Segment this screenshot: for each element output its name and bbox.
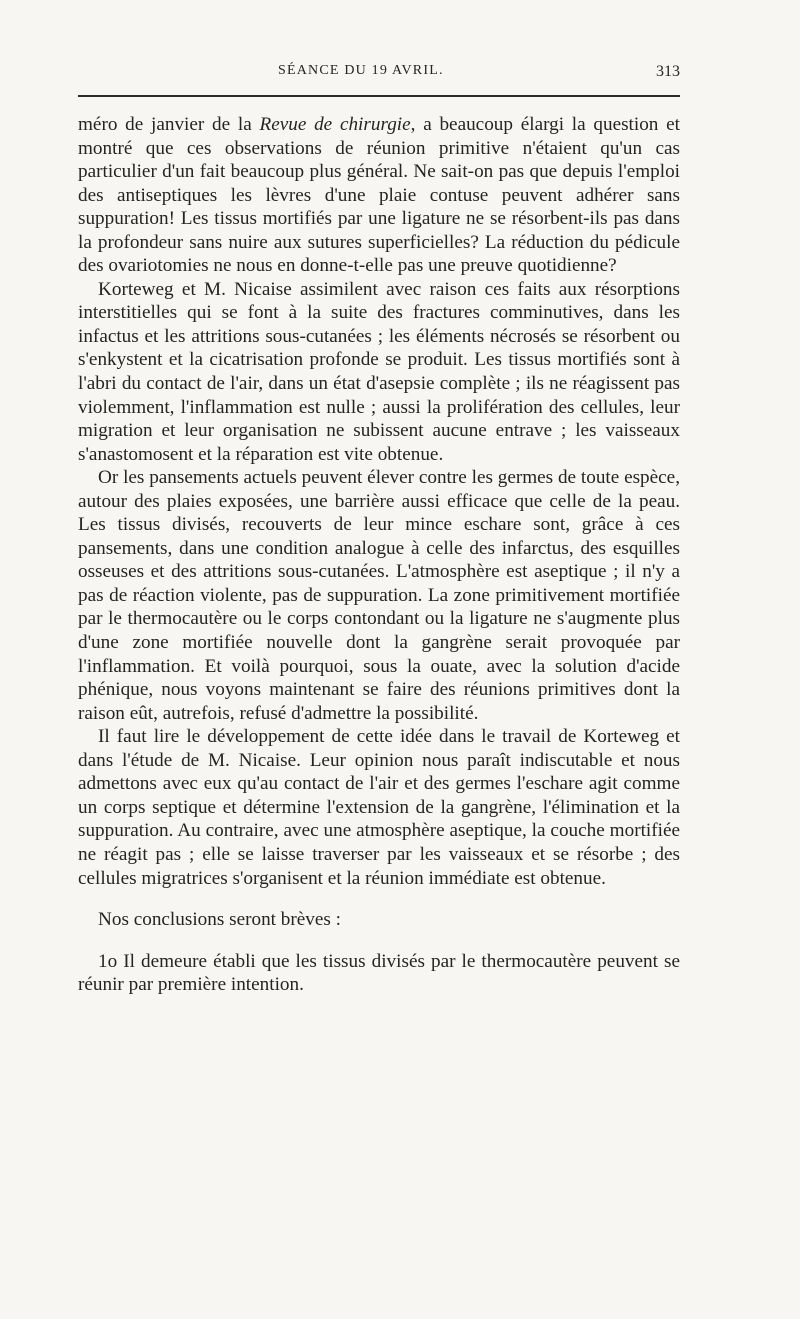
paragraph-5: Nos conclusions seront brèves : (98, 909, 342, 931)
journal-title: Revue de chirurgie (259, 114, 411, 135)
running-title: SÉANCE DU 19 AVRIL. (278, 63, 444, 78)
paragraph-1 (78, 113, 680, 278)
paragraph-1-rest: , a beaucoup élargi la question et montré que ces observations de réunion primitive n'étaient qu'un cas particulier d'un fait beaucoup plus général. Ne sait-on pas que depuis l'emploi des antiseptiques les lèvres d'une plaie contuse peuvent adhérer sans suppuration! Les tissus mortifiés par une ligature ne se résorbent-ils pas dans la profondeur sans nuire aux sutures superficielles? La réduction du pédicule des ovariotomies ne nous en donne-t-elle pas une preuve quotidienne? (78, 114, 680, 277)
body-text (78, 113, 680, 997)
paragraph-2: Korteweg et M. Nicaise assimilent avec raison ces faits aux résorptions interstitielles qui se font à la suite des fractures comminutives, dans les infactus et les attritions sous-cutanées ; les éléments nécrosés se résorbent ou s'enkystent et la cicatrisation profonde se produit. Les tissus mortifiés sont à l'abri du contact de l'air, dans un état d'asepsie complète ; ils ne réagissent pas violemment, l'inflammation est nulle ; aussi la prolifération des cellules, leur migration et leur organisation ne subissent aucune entrave ; les vaisseaux s'anastomosent et la réparation est vite obtenue. (78, 278, 680, 465)
header-rule (78, 95, 680, 97)
page-header (78, 63, 680, 85)
paragraph-1-start: méro de janvier de la (78, 114, 260, 135)
paragraph-6: 1o Il demeure établi que les tissus divisés par le thermocautère peuvent se réunir par première intention. (78, 950, 680, 996)
page-number: 313 (656, 63, 680, 80)
paragraph-4: Il faut lire le développement de cette idée dans le travail de Korteweg et dans l'étude de M. Nicaise. Leur opinion nous paraît indiscutable et nous admettons avec eux qu'au contact de l'air et des germes l'eschare agit comme un corps septique et détermine l'extension de la gangrène, l'élimination et la suppuration. Au contraire, avec une atmosphère aseptique, la couche mortifiée ne réagit pas ; elle se laisse traverser par les vaisseaux et se résorbe ; des cellules migratrices s'organisent et la réunion immédiate est obtenue. (78, 726, 680, 889)
paragraph-3: Or les pansements actuels peuvent élever contre les germes de toute espèce, autour des plaies exposées, une barrière aussi efficace que celle de la peau. Les tissus divisés, recouverts de leur mince eschare sont, grâce à ces pansements, dans une condition analogue à celle des infarctus, des esquilles osseuses et des attritions sous-cutanées. L'atmosphère est aseptique ; il n'y a pas de réaction violente, pas de suppuration. La zone primitivement mortifiée par le thermocautère ou le corps contondant ou la ligature ne s'augmente plus d'une zone mortifiée nouvelle dont la gangrène serait provoquée par l'inflammation. Et voilà pourquoi, sous la ouate, avec la solution d'acide phénique, nous voyons maintenant se faire des réunions primitives dont la raison eût, autrefois, refusé d'admettre la possibilité. (78, 467, 680, 724)
